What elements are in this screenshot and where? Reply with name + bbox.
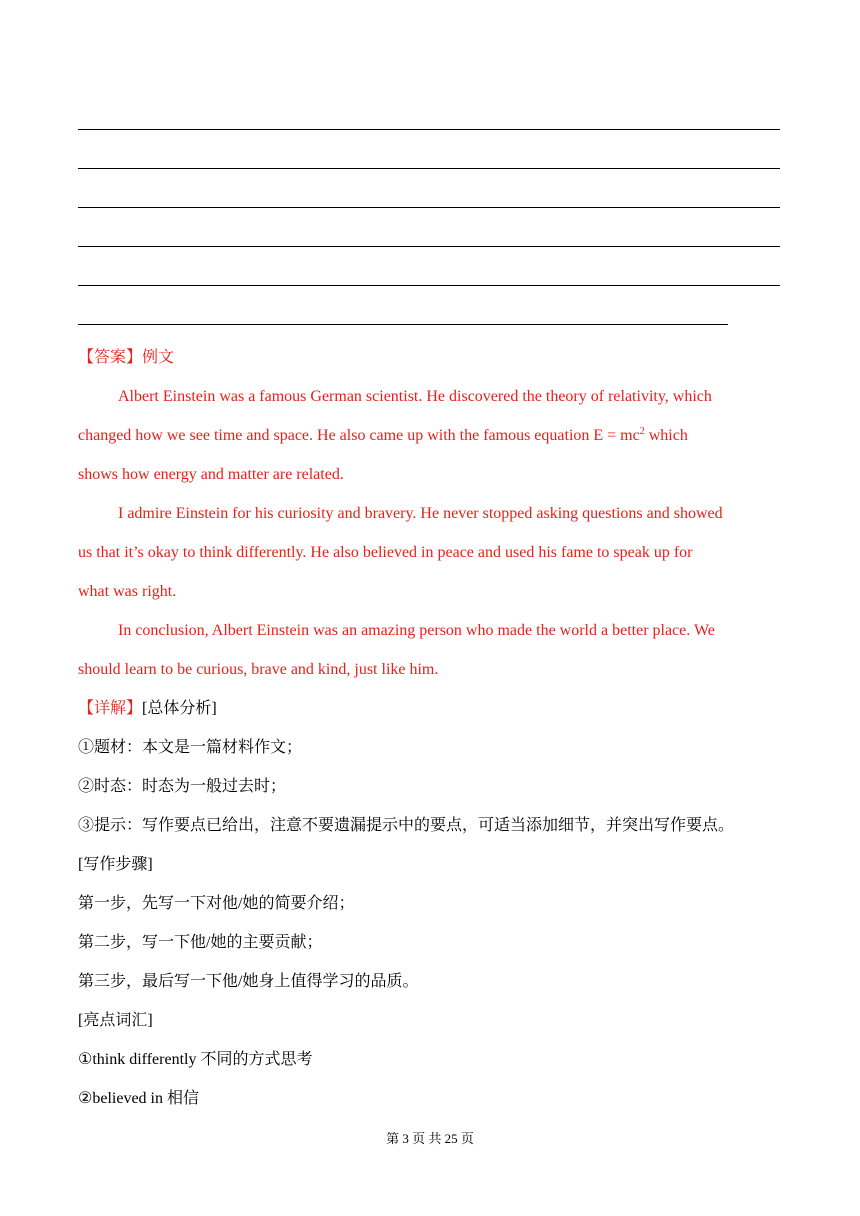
answer-heading: 【答案】例文 (78, 349, 175, 366)
analysis-item: ①题材：本文是一篇材料作文； (78, 739, 303, 756)
essay-line: I admire Einstein for his curiosity and bravery. He never stopped asking questions and showed (118, 505, 723, 522)
vocab-item: ①think differently 不同的方式思考 (78, 1051, 313, 1068)
blank-writing-line (78, 285, 780, 286)
blank-writing-line (78, 207, 780, 208)
essay-line: shows how energy and matter are related. (78, 466, 344, 483)
essay-line: Albert Einstein was a famous German scientist. He discovered the theory of relativity, which (118, 388, 712, 405)
essay-line: us that it’s okay to think differently. He also believed in peace and used his fame to speak up for (78, 544, 693, 561)
analysis-heading: 【详解】[总体分析] (78, 700, 217, 717)
analysis-item: ③提示：写作要点已给出，注意不要遗漏提示中的要点，可适当添加细节，并突出写作要点。 (78, 817, 735, 834)
step-item: 第二步，写一下他/她的主要贡献； (78, 934, 323, 951)
vocab-heading: [亮点词汇] (78, 1012, 153, 1029)
vocab-item: ②believed in 相信 (78, 1090, 199, 1107)
blank-writing-line (78, 324, 728, 325)
page-footer: 第 3 页 共 25 页 (386, 1131, 474, 1146)
essay-line: what was right. (78, 583, 177, 600)
essay-line: changed how we see time and space. He also came up with the famous equation $E = mc^2$ which (78, 426, 688, 444)
steps-heading: [写作步骤] (78, 856, 153, 873)
essay-line: In conclusion, Albert Einstein was an amazing person who made the world a better place. We (118, 622, 715, 639)
blank-writing-line (78, 246, 780, 247)
analysis-item: ②时态：时态为一般过去时； (78, 778, 287, 795)
blank-writing-line (78, 168, 780, 169)
superscript: 2 (639, 426, 645, 437)
blank-writing-line (78, 129, 780, 130)
step-item: 第一步，先写一下对他/她的简要介绍； (78, 895, 355, 912)
essay-line: should learn to be curious, brave and kind, just like him. (78, 661, 439, 678)
step-item: 第三步，最后写一下他/她身上值得学习的品质。 (78, 973, 419, 990)
